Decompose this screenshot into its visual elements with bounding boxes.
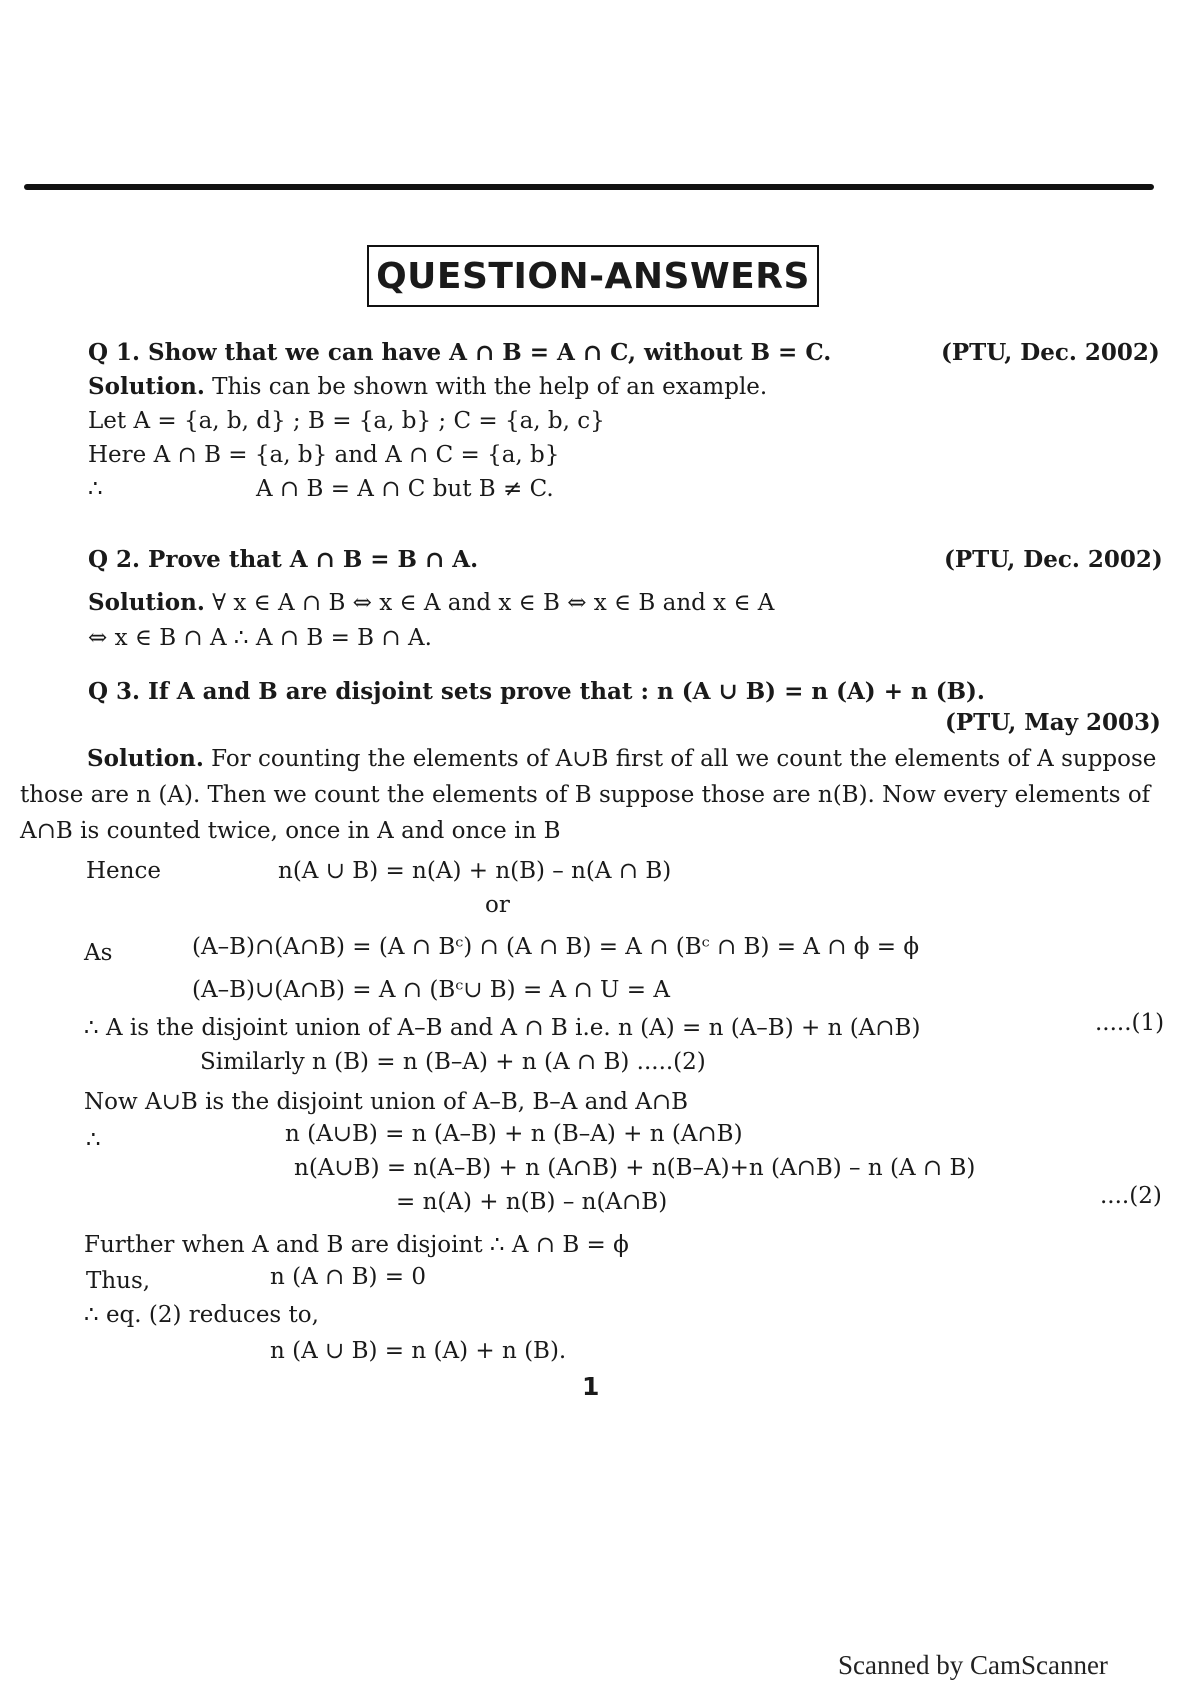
q3-thus-label: Thus, [86,1268,151,1294]
scanner-watermark: Scanned by CamScanner [838,1650,1108,1680]
q3-paragraph-text: For counting the elements of A∪B first of all we count the elements of A suppose those are n (A). Then we count the elements of B suppose those are n(B). Now every elements of A∩B is counted twice, once in A and once in B [20,746,1157,844]
q1-solution [88,372,767,402]
q3-union-equation-1: n (A∪B) = n (A–B) + n (B–A) + n (A∩B) [285,1121,743,1147]
q3-thus-equation: n (A ∩ B) = 0 [270,1264,427,1290]
q1-therefore: ∴ [88,476,103,502]
section-title: QUESTION-ANSWERS [367,245,819,307]
page-number: 1 [582,1372,600,1401]
q2-line-1: ∀ x ∈ A ∩ B ⇔ x ∈ A and x ∈ B ⇔ x ∈ B and x ∈ A [204,590,775,616]
q1-line-1: Let A = {a, b, d} ; B = {a, b} ; C = {a, b, c} [88,408,605,434]
q3-equation-number-1: .....(1) [1095,1010,1165,1036]
q3-reduces: ∴ eq. (2) reduces to, [84,1302,319,1328]
q2-solution-label: Solution. [88,589,205,616]
q1-solution-label: Solution. [88,373,205,400]
q3-equation-number-2: ....(2) [1100,1183,1162,1209]
q3-hence-label: Hence [86,858,161,884]
q1-line-2: Here A ∩ B = {a, b} and A ∩ C = {a, b} [88,442,560,468]
q2-question: Q 2. Prove that A ∩ B = B ∩ A. [88,546,479,573]
q3-solution-label: Solution. [87,745,204,772]
q1-conclusion: A ∩ B = A ∩ C but B ≠ C. [256,476,554,502]
q1-question: Q 1. Show that we can have A ∩ B = A ∩ C, without B = C. [88,339,832,366]
q3-therefore: ∴ [86,1127,101,1153]
q3-or: or [485,892,510,918]
q3-final-equation: n (A ∪ B) = n (A) + n (B). [270,1338,567,1364]
q2-reference: (PTU, Dec. 2002) [944,546,1163,573]
q1-reference: (PTU, Dec. 2002) [941,339,1160,366]
q3-further: Further when A and B are disjoint ∴ A ∩ B = ϕ [84,1232,629,1258]
q3-as-label: As [84,940,113,966]
q3-as-equation-1: (A–B)∩(A∩B) = (A ∩ Bᶜ) ∩ (A ∩ B) = A ∩ (Bᶜ ∩ B) = A ∩ ϕ = ϕ [192,934,920,960]
q3-disjoint-line: ∴ A is the disjoint union of A–B and A ∩ B i.e. n (A) = n (A–B) + n (A∩B) [84,1015,921,1041]
q3-union-equation-2: n(A∪B) = n(A–B) + n (A∩B) + n(B–A)+n (A∩B) – n (A ∩ B) [294,1155,976,1181]
q3-paragraph [20,741,1180,849]
q3-question: Q 3. If A and B are disjoint sets prove that : n (A ∪ B) = n (A) + n (B). [88,678,985,705]
q3-union-equation-3: = n(A) + n(B) – n(A∩B) [396,1189,668,1215]
q3-hence-equation: n(A ∪ B) = n(A) + n(B) – n(A ∩ B) [278,858,672,884]
q3-now-line: Now A∪B is the disjoint union of A–B, B–A and A∩B [84,1089,689,1115]
q2-solution [88,588,774,618]
top-rule [24,184,1154,190]
q1-solution-text: This can be shown with the help of an example. [204,374,768,400]
q3-as-equation-2: (A–B)∪(A∩B) = A ∩ (Bᶜ∪ B) = A ∩ U = A [192,977,670,1003]
q2-line-2: ⇔ x ∈ B ∩ A ∴ A ∩ B = B ∩ A. [88,625,432,651]
q3-similarly: Similarly n (B) = n (B–A) + n (A ∩ B) .....(2) [200,1049,706,1075]
q3-reference: (PTU, May 2003) [945,709,1161,736]
